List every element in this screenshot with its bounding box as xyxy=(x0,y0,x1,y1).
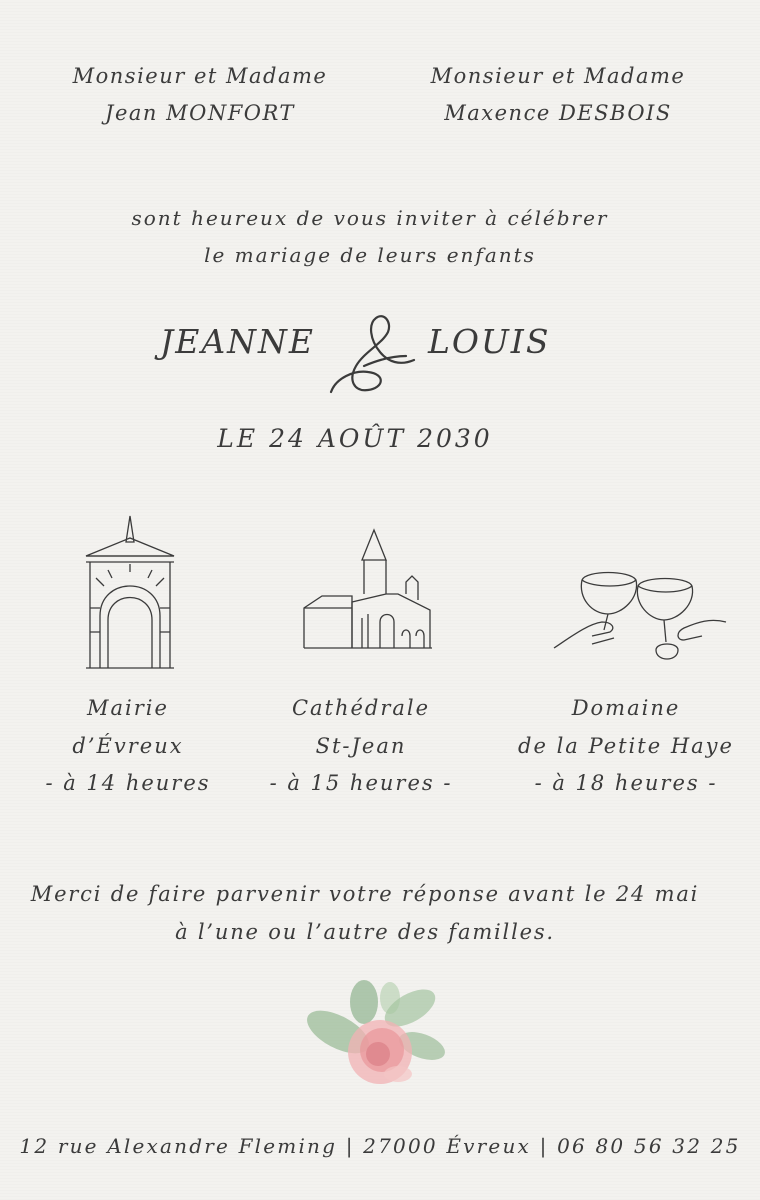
family-left xyxy=(40,58,360,132)
bride-name: JEANNE xyxy=(160,322,315,361)
watercolor-rose-icon xyxy=(298,980,448,1100)
venue-2-line-2: St-Jean xyxy=(315,733,407,758)
venue-town-hall xyxy=(8,690,248,803)
rsvp-text xyxy=(0,876,730,951)
venue-2-time: - à 15 heures - xyxy=(269,771,453,795)
rsvp-line-2: à l’une ou l’autre des familles. xyxy=(175,919,555,944)
ampersand-icon xyxy=(326,300,422,398)
wedding-date: LE 24 AOÛT 2030 xyxy=(217,424,493,453)
family-right xyxy=(398,58,718,132)
cathedral-icon xyxy=(302,524,434,652)
venue-1-time: - à 14 heures xyxy=(45,771,211,795)
invitation-line-1: sont heureux de vous inviter à célébrer xyxy=(131,206,609,230)
family-left-title: Monsieur et Madame xyxy=(72,64,328,88)
town-hall-icon xyxy=(82,512,178,672)
invitation-line-2: le mariage de leurs enfants xyxy=(204,243,536,267)
venue-1-line-2: d’Évreux xyxy=(72,733,184,758)
venue-3-line-1: Domaine xyxy=(571,696,681,720)
rsvp-line-1: Merci de faire parvenir votre réponse avant le 24 mai xyxy=(30,882,700,906)
venue-reception xyxy=(506,690,746,803)
family-left-name: Jean MONFORT xyxy=(105,101,295,125)
invitation-text xyxy=(0,200,740,274)
groom-name: LOUIS xyxy=(428,322,551,361)
venue-3-line-2: de la Petite Haye xyxy=(518,733,734,758)
family-right-title: Monsieur et Madame xyxy=(430,64,686,88)
toast-glasses-icon xyxy=(552,566,728,666)
family-right-name: Maxence DESBOIS xyxy=(444,101,672,125)
venue-cathedral xyxy=(241,690,481,803)
venue-3-time: - à 18 heures - xyxy=(534,771,718,795)
footer-contact: 12 rue Alexandre Fleming | 27000 Évreux | 06 80 56 32 25 xyxy=(19,1134,741,1158)
venue-2-line-1: Cathédrale xyxy=(291,696,431,720)
venue-1-line-1: Mairie xyxy=(87,696,169,720)
